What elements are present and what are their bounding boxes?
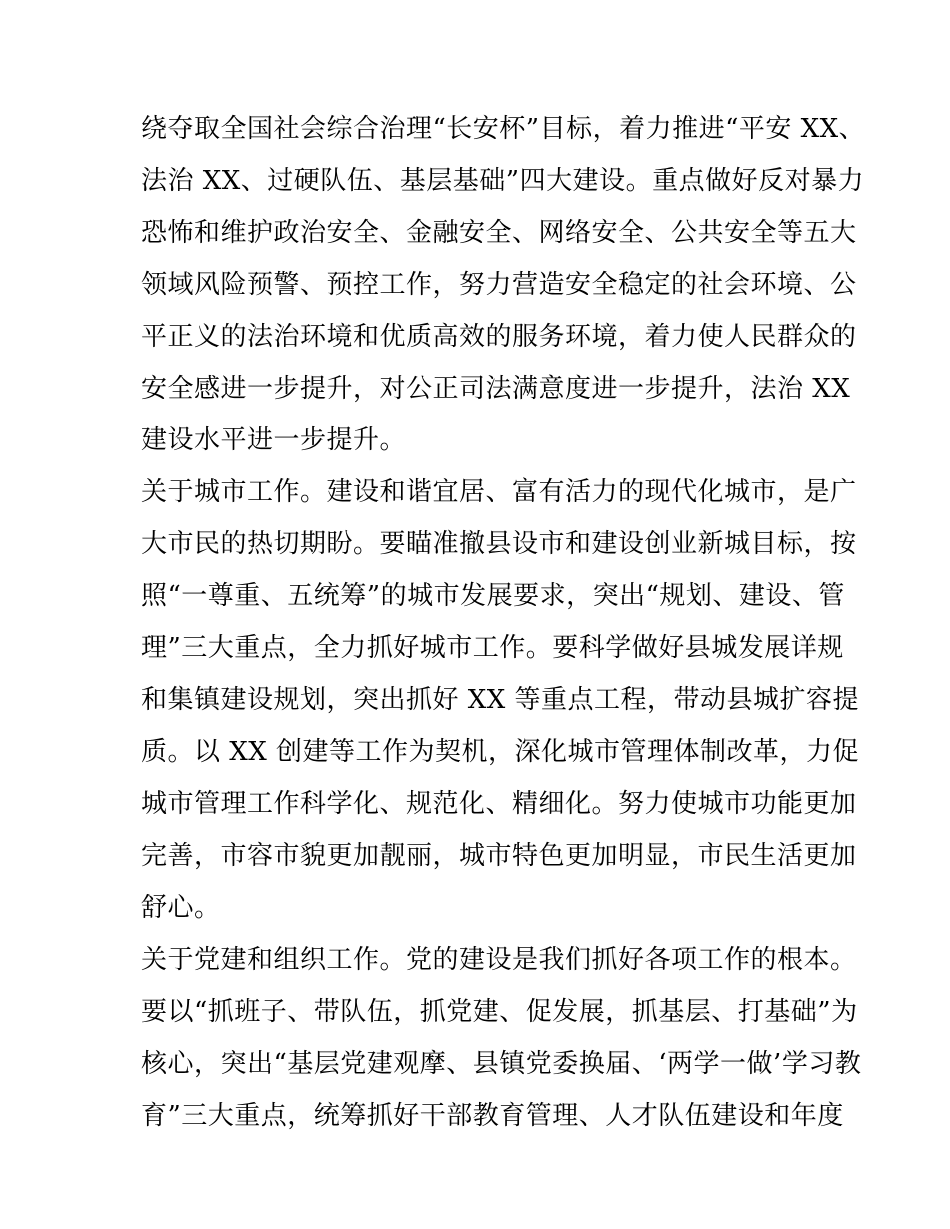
- text-line: 恐怖和维护政治安全、金融安全、网络安全、公共安全等五大: [141, 218, 857, 248]
- text-line: 舒心。: [141, 893, 221, 923]
- text-line: 核心，突出“基层党建观摩、县镇党委换届、‘两学一做’学习教: [141, 1049, 862, 1079]
- text-line: 大市民的热切期盼。要瞄准撤县设市和建设创业新城目标，按: [141, 529, 857, 559]
- text-line: 建设水平进一步提升。: [141, 425, 407, 455]
- text-line: 要以“抓班子、带队伍，抓党建、促发展，抓基层、打基础”为: [141, 997, 858, 1027]
- paragraph-start-line: 关于城市工作。建设和谐宜居、富有活力的现代化城市，是广: [141, 477, 857, 507]
- text-line: 质。以 XX 创建等工作为契机，深化城市管理体制改革，力促: [141, 737, 860, 767]
- text-line: 完善，市容市貌更加靓丽，城市特色更加明显，市民生活更加: [141, 841, 857, 871]
- text-line: 平正义的法治环境和优质高效的服务环境，着力使人民群众的: [141, 322, 857, 352]
- text-line: 绕夺取全国社会综合治理“长安杯”目标，着力推进“平安 XX、: [141, 114, 866, 144]
- text-line: 法治 XX、过硬队伍、基层基础”四大建设。重点做好反对暴力: [141, 166, 865, 196]
- text-line: 和集镇建设规划，突出抓好 XX 等重点工程，带动县城扩容提: [141, 685, 860, 715]
- text-line: 城市管理工作科学化、规范化、精细化。努力使城市功能更加: [141, 789, 857, 819]
- text-line: 理”三大重点，全力抓好城市工作。要科学做好县城发展详规: [141, 633, 844, 663]
- text-line: 育”三大重点，统筹抓好干部教育管理、人才队伍建设和年度: [141, 1101, 844, 1131]
- text-line: 照“一尊重、五统筹”的城市发展要求，突出“规划、建设、管: [141, 581, 845, 611]
- paragraph-start-line: 关于党建和组织工作。党的建设是我们抓好各项工作的根本。: [141, 945, 857, 975]
- text-line: 领域风险预警、预控工作，努力营造安全稳定的社会环境、公: [141, 270, 857, 300]
- text-line: 安全感进一步提升，对公正司法满意度进一步提升，法治 XX: [141, 374, 851, 404]
